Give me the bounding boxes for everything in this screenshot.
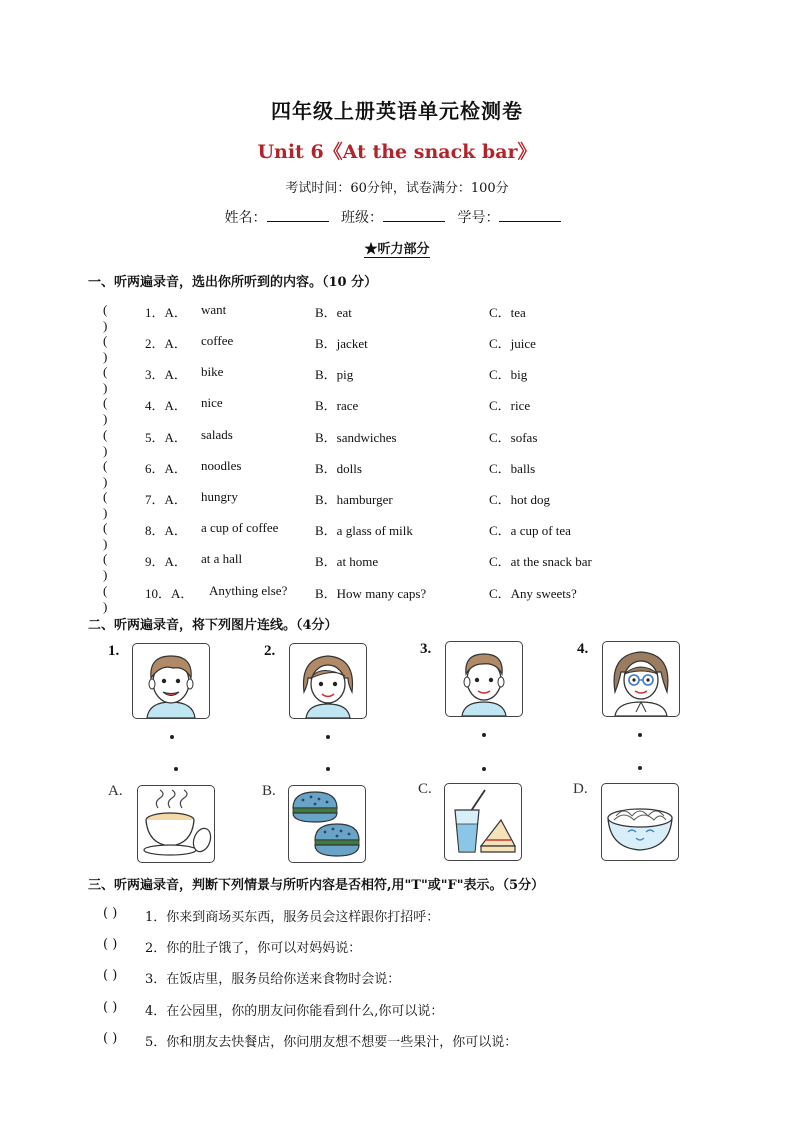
food-c-card[interactable]: [444, 783, 522, 861]
person-1-card[interactable]: [132, 643, 210, 719]
question-number: 10．A．: [145, 586, 194, 601]
boy-face-icon: [446, 642, 522, 716]
food-d-dot[interactable]: [638, 766, 642, 770]
option-a: want: [201, 302, 227, 317]
option-c: C．tea: [489, 305, 526, 320]
answer-blank[interactable]: ( ): [103, 395, 108, 426]
question-number: 2．A．: [145, 336, 187, 351]
student-fields: [0, 207, 794, 227]
option-b: B．pig: [315, 367, 354, 382]
option-c: C．a cup of tea: [489, 523, 571, 538]
person-1-label: 1.: [108, 643, 120, 659]
person-4-dot[interactable]: [638, 733, 642, 737]
option-c: C．hot dog: [489, 492, 551, 507]
id-label: 学号：: [457, 210, 500, 226]
exam-info: 考试时间：60分钟，试卷满分：100分: [285, 181, 509, 196]
food-d-card[interactable]: [601, 783, 679, 861]
judgement-text: 2．你的肚子饿了，你可以对妈妈说：: [145, 941, 362, 956]
woman-glasses-icon: [603, 642, 679, 716]
burgers-icon: [289, 786, 365, 862]
boy-face-icon: [133, 644, 209, 718]
food-d-label: D.: [573, 781, 588, 797]
unit-subtitle: Unit 6《At the snack bar》: [257, 141, 537, 163]
option-a: coffee: [201, 333, 234, 348]
id-blank[interactable]: [499, 209, 561, 222]
food-b-label: B.: [262, 783, 276, 799]
answer-blank[interactable]: ( ): [103, 427, 108, 458]
question-number: 5．A．: [145, 430, 187, 445]
tf-answer-blank[interactable]: ( ): [103, 1031, 118, 1046]
option-b: B．sandwiches: [315, 430, 397, 445]
question-number: 6．A．: [145, 461, 187, 476]
answer-blank[interactable]: ( ): [103, 551, 108, 582]
juice-sandwich-icon: [445, 784, 521, 860]
question-number: 1．A．: [145, 305, 187, 320]
option-b: B．jacket: [315, 336, 368, 351]
question-number: 9．A．: [145, 554, 187, 569]
person-2-dot[interactable]: [326, 735, 330, 739]
question-number: 8．A．: [145, 523, 187, 538]
answer-blank[interactable]: ( ): [103, 489, 108, 520]
option-b: B．hamburger: [315, 492, 393, 507]
answer-blank[interactable]: ( ): [103, 333, 108, 364]
option-c: C．balls: [489, 461, 536, 476]
option-b: B．eat: [315, 305, 352, 320]
option-a: Anything else?: [209, 583, 288, 598]
tf-answer-blank[interactable]: ( ): [103, 937, 118, 952]
option-a: salads: [201, 427, 233, 442]
answer-blank[interactable]: ( ): [103, 520, 108, 551]
answer-blank[interactable]: ( ): [103, 364, 108, 395]
option-a: hungry: [201, 489, 238, 504]
judgement-text: 5．你和朋友去快餐店，你问朋友想不想要一些果汁，你可以说：: [145, 1035, 518, 1050]
class-label: 班级：: [341, 210, 383, 226]
food-b-card[interactable]: [288, 785, 366, 863]
option-c: C．rice: [489, 398, 531, 413]
listening-section-label: ★听力部分: [364, 242, 430, 257]
food-b-dot[interactable]: [326, 767, 330, 771]
judgement-text: 4．在公园里，你的朋友问你能看到什么,你可以说：: [145, 1004, 444, 1019]
person-2-card[interactable]: [289, 643, 367, 719]
part3-heading: 三、听两遍录音，判断下列情景与所听内容是否相符,用"T"或"F"表示。（5分）: [88, 878, 545, 893]
person-3-card[interactable]: [445, 641, 523, 717]
food-c-label: C.: [418, 781, 432, 797]
food-a-label: A.: [108, 783, 123, 799]
name-blank[interactable]: [267, 209, 329, 222]
noodles-bowl-icon: [602, 784, 678, 860]
person-3-label: 3.: [420, 641, 432, 657]
tf-answer-blank[interactable]: ( ): [103, 968, 118, 983]
page-title: 四年级上册英语单元检测卷: [271, 99, 523, 123]
food-a-card[interactable]: [137, 785, 215, 863]
answer-blank[interactable]: ( ): [103, 583, 108, 614]
option-b: B．a glass of milk: [315, 523, 413, 538]
option-b: B．How many caps?: [315, 586, 427, 601]
listening-section-tag: [0, 238, 794, 257]
question-number: 4．A．: [145, 398, 187, 413]
answer-blank[interactable]: ( ): [103, 458, 108, 489]
option-c: C．Any sweets?: [489, 586, 577, 601]
part1-heading: 一、听两遍录音，选出你所听到的内容。（10 分）: [88, 275, 378, 290]
food-a-dot[interactable]: [174, 767, 178, 771]
option-b: B．race: [315, 398, 359, 413]
option-a: bike: [201, 364, 224, 379]
option-b: B．dolls: [315, 461, 362, 476]
name-label: 姓名：: [224, 210, 267, 226]
person-3-dot[interactable]: [482, 733, 486, 737]
answer-blank[interactable]: ( ): [103, 302, 108, 333]
judgement-text: 3．在饭店里，服务员给你送来食物时会说：: [145, 972, 401, 987]
option-a: at a hall: [201, 551, 243, 566]
option-a: a cup of coffee: [201, 520, 279, 535]
option-c: C．big: [489, 367, 528, 382]
tf-answer-blank[interactable]: ( ): [103, 1000, 118, 1015]
option-c: C．sofas: [489, 430, 538, 445]
judgement-text: 1．你来到商场买东西，服务员会这样跟你打招呼：: [145, 910, 440, 925]
option-c: C．juice: [489, 336, 536, 351]
question-number: 3．A．: [145, 367, 187, 382]
part2-heading: 二、听两遍录音，将下列图片连线。（4分）: [88, 618, 338, 633]
person-4-card[interactable]: [602, 641, 680, 717]
girl-face-icon: [290, 644, 366, 718]
option-a: nice: [201, 395, 223, 410]
option-c: C．at the snack bar: [489, 554, 592, 569]
class-blank[interactable]: [383, 209, 445, 222]
person-1-dot[interactable]: [170, 735, 174, 739]
person-4-label: 4.: [577, 641, 589, 657]
person-2-label: 2.: [264, 643, 276, 659]
tf-answer-blank[interactable]: ( ): [103, 906, 118, 921]
food-c-dot[interactable]: [482, 767, 486, 771]
option-a: noodles: [201, 458, 242, 473]
soup-bowl-icon: [138, 786, 214, 862]
question-number: 7．A．: [145, 492, 187, 507]
option-b: B．at home: [315, 554, 379, 569]
